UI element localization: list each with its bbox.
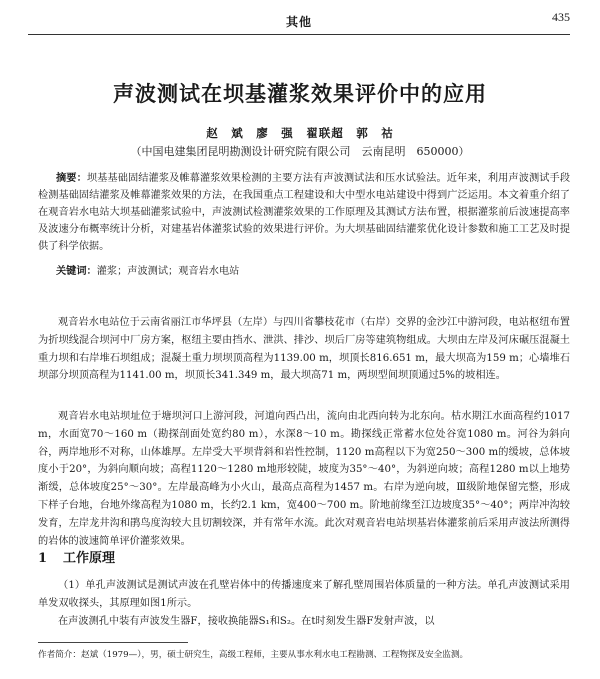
article-affiliation: （中国电建集团昆明勘测设计研究院有限公司 云南昆明 650000）	[130, 145, 470, 158]
running-head	[28, 8, 570, 35]
footnote-divider	[38, 642, 188, 643]
keywords-text: 灌浆；声波测试；观音岩水电站	[96, 266, 240, 277]
article-authors: 赵 斌 廖 强 翟联超 郭 祜	[206, 126, 394, 140]
article-title: 声波测试在坝基灌浆效果评价中的应用	[113, 81, 487, 106]
running-head-section: 其他	[285, 15, 312, 29]
section-heading-number: 1	[38, 551, 48, 566]
body-paragraph-4: 在声波测孔中装有声波发生器F，接收换能器S₁和S₂。在t时刻发生器F发射声波，以	[58, 616, 435, 627]
page-number: 435	[552, 10, 570, 24]
author-footnote: 作者简介：赵斌（1979—），男，硕士研究生，高级工程师，主要从事水利水电工程勘测、工程物探及安全监测。	[38, 650, 469, 660]
section-heading-text: 工作原理	[63, 551, 116, 566]
body-paragraph-3: （1）单孔声波测试是测试声波在孔壁岩体中的传播速度来了解孔壁周围岩体质量的一种方法。单孔声波测试采用单发双收探头，其原理如图1所示。	[38, 580, 570, 609]
abstract-text: 坝基基础固结灌浆及帷幕灌浆效果检测的主要方法有声波测试法和压水试验法。近年来，利用声波测试手段检测基础固结灌浆及帷幕灌浆效果的方法，在我国重点工程建设和大中型水电站建设中得到广泛运用。本文着重介绍了在观音岩水电站大坝基础灌浆试验中，声波测试检测灌浆效果的工作原理及其测试方法布置，根据灌浆前后波速提高率及波速分布概率统计分析，对建基岩体灌浆试验的效果进行评价。为大坝基础固结灌浆优化设计参数和施工工艺及时提供了科学依据。	[38, 173, 571, 252]
abstract-label: 摘要：	[56, 172, 87, 184]
keywords-label: 关键词：	[56, 265, 97, 277]
abstract	[38, 170, 570, 255]
body-paragraph-1: 观音岩水电站位于云南省丽江市华坪县（左岸）与四川省攀枝花市（右岸）交界的金沙江中游河段，电站枢纽布置为折坝线混合坝河中厂房方案，枢纽主要由挡水、泄洪、排沙、坝后厂房等建筑物组成。大坝由左岸及河床碾压混凝土重力坝和右岸堆石坝组成；混凝土重力坝坝顶高程为1139.00 m，坝顶长816.651 m，最大坝高为159 m；心墙堆石坝部分坝顶高程为1141.00 m，坝顶长341.349 m，最大坝高71 m，两坝型间坝顶通过5%的坡相连。	[38, 317, 570, 382]
keywords	[56, 262, 570, 277]
body-paragraph-2: 观音岩水电站坝址位于塘坝河口上游河段，河道向西凸出，流向由北西向转为北东向。枯水期江水面高程约1017 m，水面宽70～160 m（勘探剖面处宽约80 m），水深8～10 m。勘探线正常蓄水位处谷宽1080 m。河谷为斜向谷，两岸地形不对称，山体雄厚。左岸受大平坝背斜和岩性控制，1120 m高程以下为宽250～300 m的缓坡，总体坡度小于20°，为斜向顺向坡；高程1120～1280 m地形较陡，坡度为35°～40°，为斜逆向坡；高程1280 m以上地势渐缓，总体坡度25°～30°。左岸最高峰为小火山，最高点高程为1457 m。右岸为逆向坡，Ⅲ级阶地保留完整，形成下样子台地，台地外缘高程为1080 m，长约2.1 km，宽400～700 m。阶地前缘至江边坡度35°～40°；两岸冲沟较发育，左岸龙井沟和鹃鸟度沟较大且切割较深，并有常年水流。此次对观音岩电站坝基岩体灌浆前后采用声波法所测得的岩体的波速简单评价灌浆效果。	[38, 411, 570, 547]
section-heading	[38, 547, 115, 566]
